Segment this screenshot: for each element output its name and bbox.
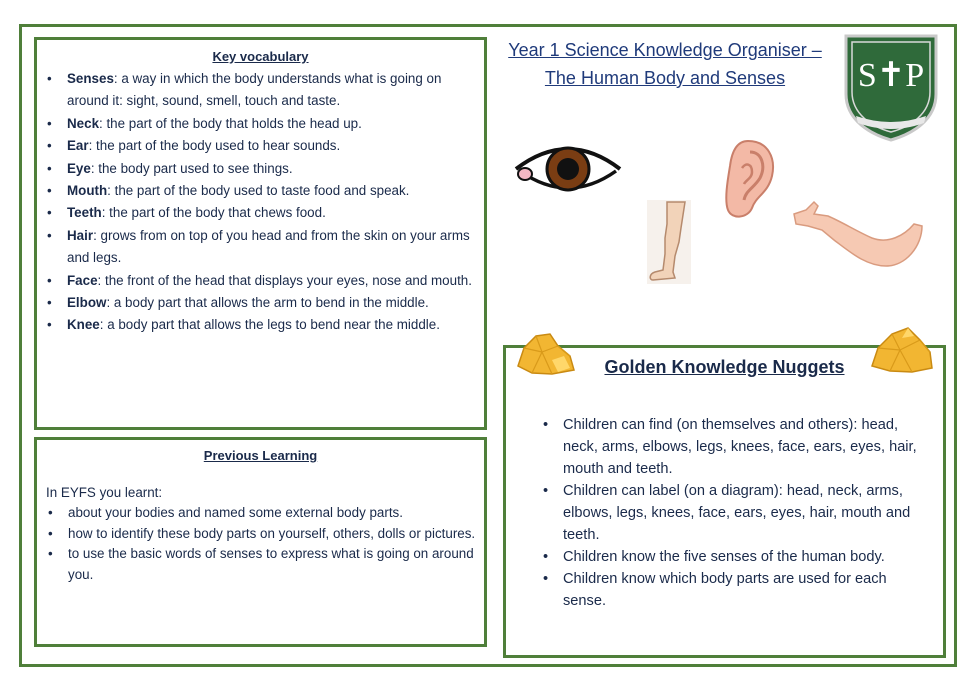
vocab-item-hair: • Hair: grows from on top of you head and from the skin on your arms and legs.: [67, 225, 482, 270]
list-item: • Children can label (on a diagram): head, neck, arms, elbows, legs, knees, face, ears, eyes, hair, mouth and teeth.: [563, 480, 933, 546]
previous-learning-heading: Previous Learning: [203, 448, 318, 463]
golden-nuggets-panel: [503, 345, 946, 658]
eye-icon: [512, 135, 624, 197]
gold-nugget-icon: [868, 322, 936, 374]
vocab-item-neck: • Neck: the part of the body that holds the head up.: [67, 113, 482, 135]
list-item: • Children know which body parts are used for each sense.: [563, 568, 933, 612]
list-item: • Children can find (on themselves and others): head, neck, arms, elbows, legs, knees, face, ears, eyes, hair, mouth and teeth.: [563, 414, 933, 480]
vocab-item-senses: • Senses: a way in which the body understands what is going on around it: sight, sound, smell, touch and taste.: [67, 68, 482, 113]
list-item: • how to identify these body parts on yourself, others, dolls or pictures.: [68, 524, 478, 545]
logo-letters: S✝P: [857, 57, 925, 94]
vocab-item-eye: • Eye: the body part used to see things.: [67, 158, 482, 180]
list-item: • to use the basic words of senses to express what is going on around you.: [68, 544, 478, 585]
vocab-item-ear: • Ear: the part of the body used to hear sounds.: [67, 135, 482, 157]
vocabulary-list: [67, 68, 482, 337]
previous-learning-intro: In EYFS you learnt:: [46, 485, 163, 500]
golden-nuggets-list: [563, 414, 933, 612]
key-vocabulary-panel: [34, 37, 487, 430]
title-line-2: The Human Body and Senses: [544, 68, 786, 88]
page-title: [492, 36, 838, 92]
vocab-item-teeth: • Teeth: the part of the body that chews food.: [67, 202, 482, 224]
vocab-item-mouth: • Mouth: the part of the body used to taste food and speak.: [67, 180, 482, 202]
vocab-item-face: • Face: the front of the head that displays your eyes, nose and mouth.: [67, 270, 482, 292]
school-logo-icon: [842, 32, 940, 142]
golden-nuggets-heading: Golden Knowledge Nuggets: [604, 357, 845, 377]
previous-learning-list: [68, 503, 478, 585]
vocab-item-knee: • Knee: a body part that allows the legs to bend near the middle.: [67, 314, 482, 336]
key-vocabulary-heading: Key vocabulary: [212, 49, 309, 64]
title-line-1: Year 1 Science Knowledge Organiser –: [508, 40, 822, 60]
leg-icon: [645, 198, 693, 286]
gold-nugget-icon: [512, 326, 578, 376]
previous-learning-panel: [34, 437, 487, 647]
vocab-item-elbow: • Elbow: a body part that allows the arm to bend in the middle.: [67, 292, 482, 314]
list-item: • Children know the five senses of the human body.: [563, 546, 933, 568]
ear-icon: [720, 138, 778, 222]
arm-icon: [792, 196, 924, 270]
list-item: • about your bodies and named some external body parts.: [68, 503, 478, 524]
